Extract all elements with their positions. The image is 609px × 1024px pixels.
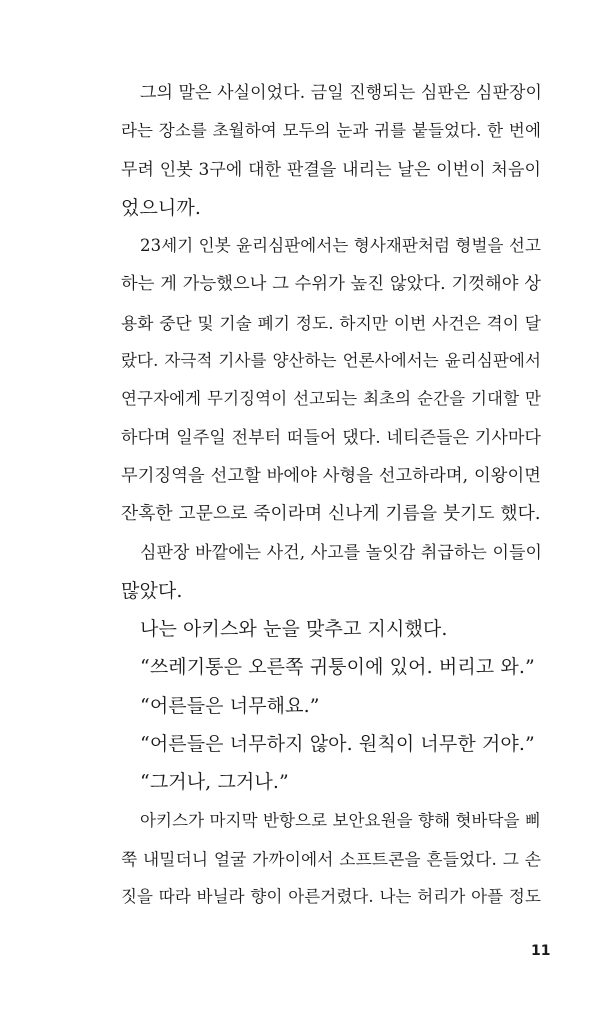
text-line: 쭉 내밀더니 얼굴 가까이에서 소프트콘을 흔들었다. 그 손 [121,848,541,869]
text-line: 연구자에게 무기징역이 선고되는 최초의 순간을 기대할 만 [121,389,541,409]
body-text [121,74,541,917]
text-line: 라는 장소를 초월하여 모두의 눈과 귀를 붙들었다. 한 번에 [121,121,541,141]
text-line: 23세기 인봇 윤리심판에서는 형사재판처럼 형벌을 선고 [140,236,541,256]
text-line: “어른들은 너무하지 않아. 원칙이 너무한 거야.” [140,733,535,756]
page-number: 11 [531,943,551,959]
text-line: 무려 인봇 3구에 대한 판결을 내리는 날은 이번이 처음이 [121,159,541,180]
text-line: 심판장 바깥에는 사건, 사고를 놀잇감 취급하는 이들이 [140,542,543,563]
text-line: 었으니까. [121,196,201,219]
text-line: 잔혹한 고문으로 죽이라며 신나게 기름을 붓기도 했다. [121,504,541,525]
text-line: 나는 아키스와 눈을 맞추고 지시했다. [140,618,448,641]
text-line: 아키스가 마지막 반항으로 보안요원을 향해 혓바닥을 삐 [140,810,541,830]
text-line: “쓰레기통은 오른쪽 귀퉁이에 있어. 버리고 와.” [140,656,535,679]
text-line: “그거나, 그거나.” [140,771,289,794]
text-line: “어른들은 너무해요.” [140,694,320,717]
text-line: 많았다. [121,579,183,602]
text-line: 용화 중단 및 기술 폐기 정도. 하지만 이번 사건은 격이 달 [121,312,541,333]
text-line: 하는 게 가능했으나 그 수위가 높진 않았다. 기껏해야 상 [121,274,541,295]
text-line: 짓을 따라 바닐라 향이 아른거렸다. 나는 허리가 아플 정도 [121,887,541,907]
text-line: 랐다. 자극적 기사를 양산하는 언론사에서는 윤리심판에서 [121,351,541,371]
text-line: 그의 말은 사실이었다. 금일 진행되는 심판은 심판장이 [140,83,543,103]
text-line: 무기징역을 선고할 바에야 사형을 선고하라며, 이왕이면 [121,465,541,486]
text-line: 하다며 일주일 전부터 떠들어 댔다. 네티즌들은 기사마다 [121,427,541,448]
